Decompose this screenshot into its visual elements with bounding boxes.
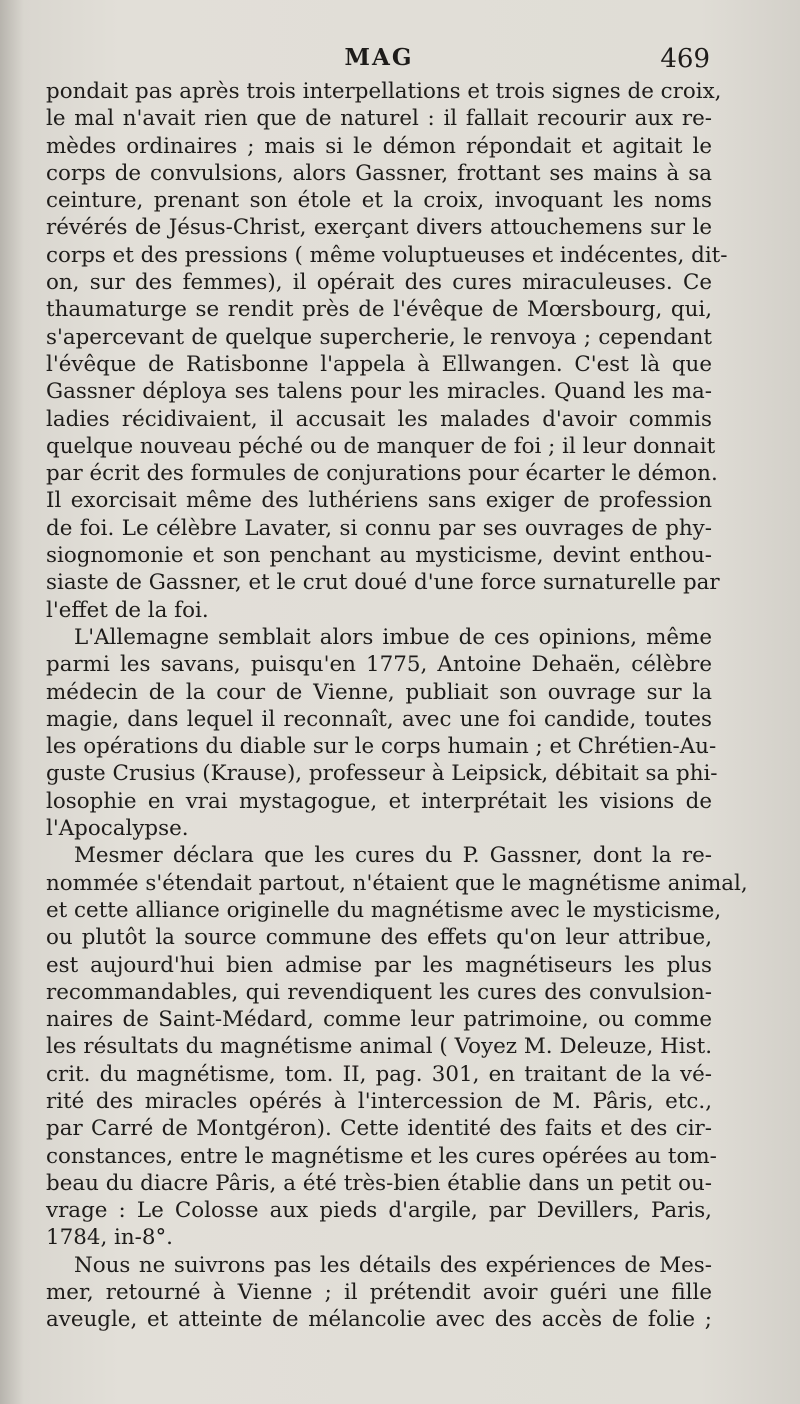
- text-line: ladies récidivaient, il accusait les malades d'avoir commis: [46, 406, 712, 432]
- text-line: pondait pas après trois interpellations et trois signes de croix,: [46, 79, 722, 104]
- text-line: guste Crusius (Krause), professeur à Leipsick, débitait sa phi-: [46, 761, 718, 787]
- paragraph: [46, 842, 748, 1251]
- text-line: le mal n'avait rien que de naturel : il fallait recourir aux re-: [46, 106, 712, 132]
- text-line: médecin de la cour de Vienne, publiait son ouvrage sur la: [46, 679, 712, 705]
- text-line: par écrit des formules de conjurations pour écarter le démon.: [46, 461, 718, 487]
- text-line: les opérations du diable sur le corps humain ; et Chrétien-Au-: [46, 734, 717, 760]
- text-line: l'effet de la foi.: [46, 597, 209, 623]
- text-line: rité des miracles opérés à l'intercession de M. Pâris, etc.,: [46, 1088, 712, 1114]
- paragraph: [46, 1252, 712, 1334]
- text-line: les résultats du magnétisme animal ( Voyez M. Deleuze, Hist.: [46, 1034, 712, 1060]
- text-line: l'évêque de Ratisbonne l'appela à Ellwangen. C'est là que: [46, 351, 712, 377]
- text-line: siognomonie et son penchant au mysticisme, devint enthou-: [46, 543, 712, 569]
- text-line: quelque nouveau péché ou de manquer de foi ; il leur donnait: [46, 433, 716, 459]
- text-line: Nous ne suivrons pas les détails des expériences de Mes-: [74, 1252, 712, 1278]
- text-line: vrage : Le Colosse aux pieds d'argile, par Devillers, Paris,: [46, 1198, 712, 1224]
- text-line: Gassner déploya ses talens pour les miracles. Quand les ma-: [46, 379, 712, 405]
- text-line: nommée s'étendait partout, n'étaient que le magnétisme animal,: [46, 870, 748, 896]
- text-line: losophie en vrai mystagogue, et interprétait les visions de: [46, 788, 712, 814]
- text-line: crit. du magnétisme, tom. II, pag. 301, en traitant de la vé-: [46, 1061, 712, 1087]
- text-line: ceinture, prenant son étole et la croix, invoquant les noms: [46, 188, 712, 214]
- paragraph: [46, 78, 728, 624]
- text-line: constances, entre le magnétisme et les cures opérées au tom-: [46, 1143, 717, 1169]
- paragraph: [46, 624, 718, 842]
- text-line: ou plutôt la source commune des effets qu'on leur attribue,: [46, 925, 712, 951]
- text-line: corps et des pressions ( même voluptueuses et indécentes, dit-: [46, 242, 728, 268]
- text-line: 1784, in-8°.: [46, 1225, 173, 1251]
- text-line: Mesmer déclara que les cures du P. Gassner, dont la re-: [74, 843, 712, 869]
- text-line: révérés de Jésus-Christ, exerçant divers attouchemens sur le: [46, 215, 712, 241]
- text-line: par Carré de Montgéron). Cette identité des faits et des cir-: [46, 1116, 712, 1142]
- text-line: aveugle, et atteinte de mélancolie avec des accès de folie ;: [46, 1307, 712, 1333]
- text-line: siaste de Gassner, et le crut doué d'une force surnaturelle par: [46, 570, 720, 596]
- text-line: naires de Saint-Médard, comme leur patrimoine, ou comme: [46, 1007, 712, 1033]
- text-line: L'Allemagne semblait alors imbue de ces opinions, même: [74, 624, 712, 650]
- text-line: magie, dans lequel il reconnaît, avec une foi candide, toutes: [46, 706, 712, 732]
- text-line: beau du diacre Pâris, a été très-bien établie dans un petit ou-: [46, 1170, 712, 1196]
- text-line: l'Apocalypse.: [46, 816, 189, 842]
- text-line: corps de convulsions, alors Gassner, frottant ses mains à sa: [46, 160, 712, 186]
- text-line: recommandables, qui revendiquent les cures des convulsion-: [46, 979, 712, 1005]
- text-line: est aujourd'hui bien admise par les magnétiseurs les plus: [46, 952, 712, 978]
- text-line: parmi les savans, puisqu'en 1775, Antoine Dehaën, célèbre: [46, 652, 712, 678]
- running-head: MAG: [344, 44, 414, 71]
- text-line: Il exorcisait même des luthériens sans exiger de profession: [46, 488, 712, 514]
- text-line: thaumaturge se rendit près de l'évêque de Mœrsbourg, qui,: [46, 297, 712, 323]
- body-text: [46, 78, 748, 1334]
- text-line: de foi. Le célèbre Lavater, si connu par ses ouvrages de phy-: [46, 515, 712, 541]
- text-line: et cette alliance originelle du magnétisme avec le mysticisme,: [46, 897, 722, 923]
- text-line: mer, retourné à Vienne ; il prétendit avoir guéri une fille: [46, 1280, 712, 1306]
- text-line: on, sur des femmes), il opérait des cures miraculeuses. Ce: [46, 270, 712, 296]
- text-line: mèdes ordinaires ; mais si le démon répondait et agitait le: [46, 133, 712, 159]
- text-line: s'apercevant de quelque supercherie, le renvoya ; cependant: [46, 324, 712, 350]
- page-number: 469: [660, 44, 710, 74]
